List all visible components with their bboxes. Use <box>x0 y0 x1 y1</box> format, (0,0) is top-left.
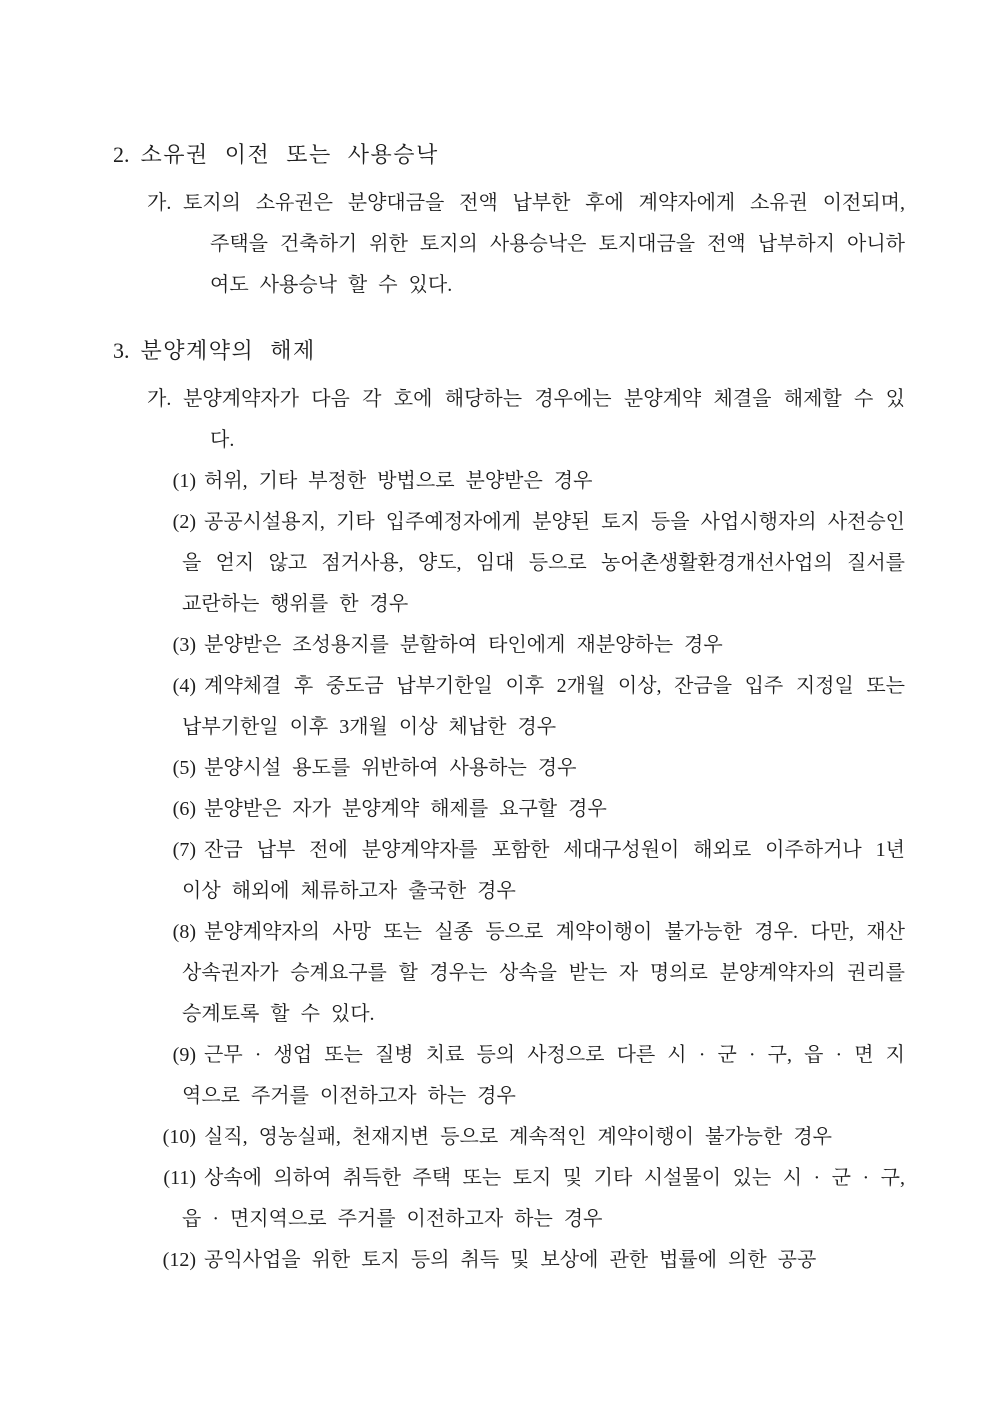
clause-text: 근무 · 생업 또는 질병 치료 등의 사정으로 다른 시 · 군 · 구, 읍 · 면 지역으로 주거를 이전하고자 하는 경우 <box>182 1044 905 1107</box>
lettered-item-label: 가. <box>147 192 172 214</box>
clause-text: 공익사업을 위한 토지 등의 취득 및 보상에 관한 법률에 의한 공공 <box>204 1249 817 1271</box>
clause-number: (1) <box>172 470 196 492</box>
clause-text: 분양받은 자가 분양계약 해제를 요구할 경우 <box>204 798 607 820</box>
clause-number: (8) <box>172 921 196 943</box>
clause-number: (2) <box>172 511 196 533</box>
clause-number: (6) <box>172 798 196 820</box>
clause-item-5 <box>0 748 992 789</box>
lettered-item-text: 분양계약자가 다음 각 호에 해당하는 경우에는 분양계약 체결을 해제할 수 있다. <box>183 388 905 451</box>
clause-item-8 <box>0 912 992 1035</box>
lettered-item-text: 토지의 소유권은 분양대금을 전액 납부한 후에 계약자에게 소유권 이전되며, 주택을 건축하기 위한 토지의 사용승낙은 토지대금을 전액 납부하지 아니하여도 사용승낙 할 수 있다. <box>183 192 905 296</box>
clause-item-12 <box>0 1240 992 1281</box>
clause-number: (10) <box>162 1126 196 1148</box>
clause-text: 허위, 기타 부정한 방법으로 분양받은 경우 <box>204 470 593 492</box>
clause-item-4 <box>0 666 992 748</box>
clause-number: (9) <box>172 1044 196 1066</box>
section-number: 2. <box>113 142 130 167</box>
clause-item-2 <box>0 502 992 625</box>
clause-text: 잔금 납부 전에 분양계약자를 포함한 세대구성원이 해외로 이주하거나 1년 이상 해외에 체류하고자 출국한 경우 <box>182 839 905 902</box>
clause-text: 계약체결 후 중도금 납부기한일 이후 2개월 이상, 잔금을 입주 지정일 또는 납부기한일 이후 3개월 이상 체납한 경우 <box>182 675 905 738</box>
section-contract-termination <box>0 328 992 1281</box>
clause-number: (5) <box>172 757 196 779</box>
section-heading <box>0 328 992 373</box>
clause-text: 상속에 의하여 취득한 주택 또는 토지 및 기타 시설물이 있는 시 · 군 · 구, 읍 · 면지역으로 주거를 이전하고자 하는 경우 <box>182 1167 905 1230</box>
clause-number: (3) <box>172 634 196 656</box>
section-title: 소유권 이전 또는 사용승낙 <box>140 142 439 167</box>
clause-item-11 <box>0 1158 992 1240</box>
clause-item-7 <box>0 830 992 912</box>
clause-item-1 <box>0 461 992 502</box>
lettered-item <box>0 379 992 461</box>
section-ownership-transfer <box>0 132 992 306</box>
clause-item-9 <box>0 1035 992 1117</box>
clause-text: 분양시설 용도를 위반하여 사용하는 경우 <box>204 757 577 779</box>
clause-item-6 <box>0 789 992 830</box>
clause-text: 분양받은 조성용지를 분할하여 타인에게 재분양하는 경우 <box>204 634 723 656</box>
section-heading <box>0 132 992 177</box>
document-content <box>0 132 992 1281</box>
clause-number: (11) <box>163 1167 196 1189</box>
clause-number: (12) <box>162 1249 196 1271</box>
section-title: 분양계약의 해제 <box>140 338 316 363</box>
section-number: 3. <box>113 338 130 363</box>
clause-text: 실직, 영농실패, 천재지변 등으로 계속적인 계약이행이 불가능한 경우 <box>204 1126 832 1148</box>
lettered-item-label: 가. <box>147 388 172 410</box>
clause-number: (4) <box>172 675 196 697</box>
clause-item-3 <box>0 625 992 666</box>
clause-item-10 <box>0 1117 992 1158</box>
lettered-item <box>0 183 992 306</box>
clause-list <box>0 461 992 1281</box>
clause-number: (7) <box>172 839 196 861</box>
clause-text: 공공시설용지, 기타 입주예정자에게 분양된 토지 등을 사업시행자의 사전승인을 얻지 않고 점거사용, 양도, 임대 등으로 농어촌생활환경개선사업의 질서를 교란하는 행위를 한 경우 <box>182 511 905 615</box>
clause-text: 분양계약자의 사망 또는 실종 등으로 계약이행이 불가능한 경우. 다만, 재산상속권자가 승계요구를 할 경우는 상속을 받는 자 명의로 분양계약자의 권리를 승계토록 할 수 있다. <box>182 921 905 1025</box>
